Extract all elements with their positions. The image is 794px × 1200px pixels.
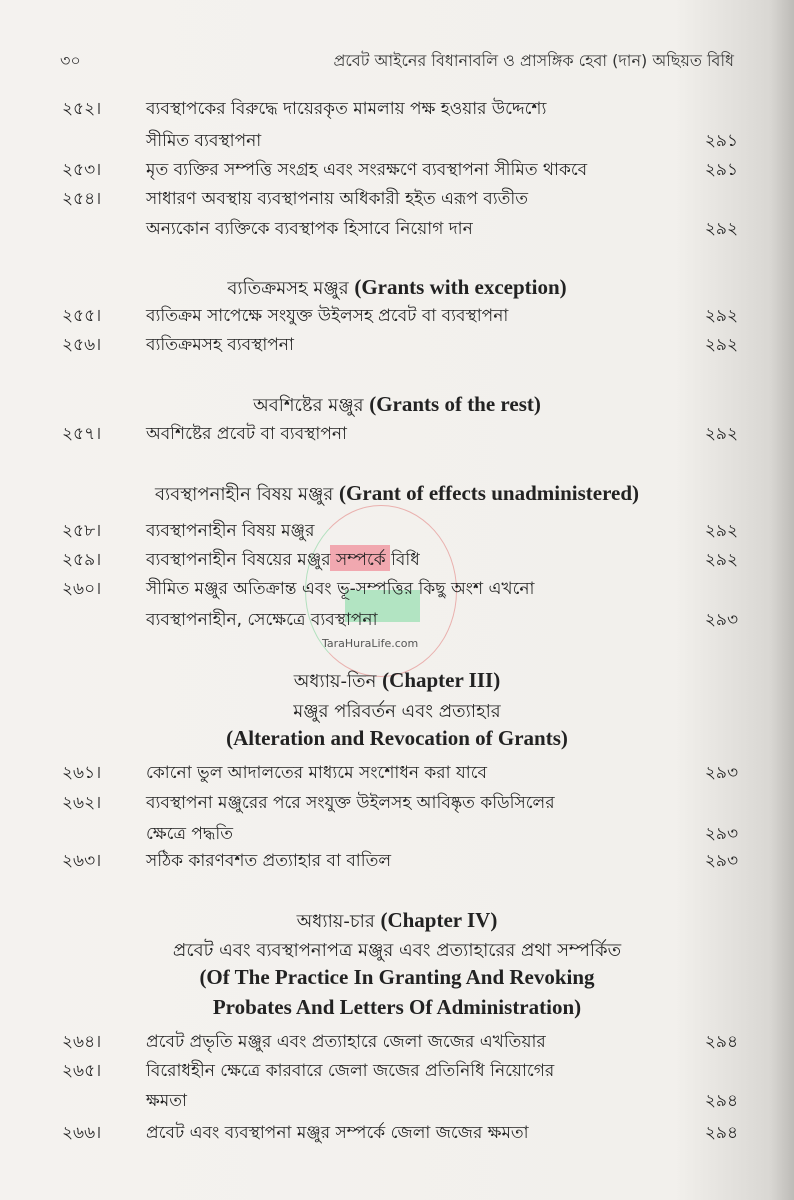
entry-text: বিরোধহীন ক্ষেত্রে কারবারে জেলা জজের প্রতিনিধি নিয়োগের — [146, 1061, 555, 1081]
entry-page: ২৯২ — [704, 424, 738, 444]
entry-number: ২৬৬। — [62, 1123, 102, 1143]
entry-page: ২৯৩ — [704, 824, 738, 844]
running-title: প্রবেট আইনের বিধানাবলি ও প্রাসঙ্গিক হেবা (দান) অছিয়ত বিধি — [333, 51, 734, 70]
watermark-text: TaraHuraLife.com — [322, 637, 419, 650]
entry-number: ২৫৫। — [62, 306, 102, 326]
heading-rest: অবশিষ্টের মঞ্জুর (Grants of the rest) — [253, 392, 541, 416]
entry-text: প্রবেট প্রভৃতি মঞ্জুর এবং প্রত্যাহারে জেলা জজের এখতিয়ার — [146, 1032, 546, 1052]
entry-page: ২৯৪ — [704, 1032, 738, 1052]
entry-text: ব্যতিক্রম সাপেক্ষে সংযুক্ত উইলসহ প্রবেট বা ব্যবস্থাপনা — [146, 306, 509, 326]
entry-number: ২৫৪। — [62, 189, 102, 209]
entry-number: ২৫৩। — [62, 160, 102, 180]
entry-number: ২৫৯। — [62, 550, 102, 570]
entry-page: ২৯১ — [704, 131, 738, 151]
entry-text: সঠিক কারণবশত প্রত্যাহার বা বাতিল — [146, 851, 392, 871]
entry-page: ২৯২ — [704, 306, 738, 326]
entry-text: সাধারণ অবস্থায় ব্যবস্থাপনায় অধিকারী হইত এরূপ ব্যতীত — [146, 189, 529, 209]
entry-text: অন্যকোন ব্যক্তিকে ব্যবস্থাপক হিসাবে নিয়োগ দান — [146, 219, 473, 239]
entry-number: ২৬২। — [62, 793, 102, 813]
entry-number: ২৬০। — [62, 579, 102, 599]
entry-number: ২৫৮। — [62, 521, 102, 541]
chapter-4-subtitle: প্রবেট এবং ব্যবস্থাপনাপত্র মঞ্জুর এবং প্রত্যাহারের প্রথা সম্পর্কিত — [172, 940, 622, 961]
chapter-3-subtitle: মঞ্জুর পরিবর্তন এবং প্রত্যাহার — [293, 701, 501, 722]
entry-page: ২৯১ — [704, 160, 738, 180]
entry-text: অবশিষ্টের প্রবেট বা ব্যবস্থাপনা — [146, 424, 347, 444]
chapter-4-subtitle-en-2: Probates And Letters Of Administration) — [212, 995, 582, 1019]
entry-page: ২৯২ — [704, 335, 738, 355]
entry-number: ২৫৬। — [62, 335, 102, 355]
heading-exception: ব্যতিক্রমসহ মঞ্জুর (Grants with exception) — [227, 275, 567, 299]
entry-text: ব্যবস্থাপনাহীন, সেক্ষেত্রে ব্যবস্থাপনা — [146, 610, 378, 630]
chapter-4-subtitle-en-1: (Of The Practice In Granting And Revoking — [199, 965, 595, 989]
entry-page: ২৯২ — [704, 219, 738, 239]
entry-number: ২৬৫। — [62, 1061, 102, 1081]
entry-number: ২৬৪। — [62, 1032, 102, 1052]
entry-page: ২৯২ — [704, 550, 738, 570]
heading-unadministered: ব্যবস্থাপনাহীন বিষয় মঞ্জুর (Grant of effects unadministered) — [154, 481, 640, 505]
entry-page: ২৯৪ — [704, 1123, 738, 1143]
entry-text: ক্ষমতা — [146, 1091, 187, 1111]
entry-number: ২৫২। — [62, 99, 102, 119]
entry-page: ২৯৩ — [704, 851, 738, 871]
chapter-3-subtitle-en: (Alteration and Revocation of Grants) — [226, 726, 568, 750]
chapter-4-title: অধ্যায়-চার (Chapter IV) — [296, 908, 498, 932]
entry-text: কোনো ভুল আদালতের মাধ্যমে সংশোধন করা যাবে — [146, 763, 488, 783]
entry-text: সীমিত মঞ্জুর অতিক্রান্ত এবং ভূ-সম্পত্তির কিছু অংশ এখনো — [146, 579, 535, 599]
entry-text: ব্যবস্থাপনা মঞ্জুরের পরে সংযুক্ত উইলসহ আবিষ্কৃত কডিসিলের — [146, 793, 555, 813]
entry-text: ব্যবস্থাপকের বিরুদ্ধে দায়েরকৃত মামলায় পক্ষ হওয়ার উদ্দেশ্যে — [146, 99, 547, 119]
entry-text: ক্ষেত্রে পদ্ধতি — [146, 824, 234, 844]
entry-number: ২৬৩। — [62, 851, 102, 871]
entry-text: প্রবেট এবং ব্যবস্থাপনা মঞ্জুর সম্পর্কে জেলা জজের ক্ষমতা — [146, 1123, 529, 1143]
entry-text: সীমিত ব্যবস্থাপনা — [146, 131, 262, 151]
page-number: ৩০ — [60, 51, 81, 70]
entry-number: ২৬১। — [62, 763, 102, 783]
entry-page: ২৯৪ — [704, 1091, 738, 1111]
entry-number: ২৫৭। — [62, 424, 102, 444]
entry-page: ২৯৩ — [704, 610, 738, 630]
entry-text: ব্যতিক্রমসহ ব্যবস্থাপনা — [146, 335, 294, 355]
entry-text: ব্যবস্থাপনাহীন বিষয়ের মঞ্জুর সম্পর্কে বিধি — [146, 550, 420, 570]
entry-text: ব্যবস্থাপনাহীন বিষয় মঞ্জুর — [146, 521, 315, 541]
entry-text: মৃত ব্যক্তির সম্পত্তি সংগ্রহ এবং সংরক্ষণে ব্যবস্থাপনা সীমিত থাকবে — [146, 160, 588, 180]
chapter-3-title: অধ্যায়-তিন (Chapter III) — [293, 668, 501, 692]
entry-page: ২৯৩ — [704, 763, 738, 783]
entry-page: ২৯২ — [704, 521, 738, 541]
